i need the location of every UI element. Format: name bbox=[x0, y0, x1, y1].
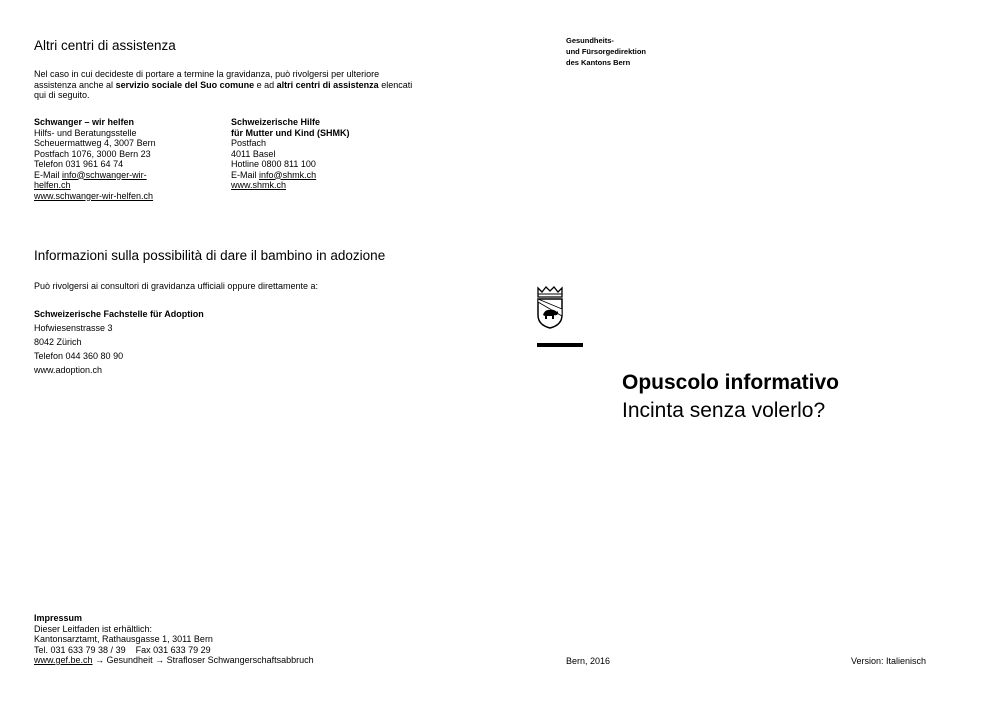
assist-intro: Nel caso in cui decideste di portare a termine la gravidanza, può rivolgersi per ulteriore assistenza anche al servizio sociale del Suo comune e ad altri centri di assistenza elencati qui di seguito. bbox=[34, 69, 413, 100]
adoption-street: Hofwiesenstrasse 3 bbox=[34, 323, 113, 333]
website-link[interactable]: www.shmk.ch bbox=[231, 180, 287, 190]
org-name: Schweizerische Hilfe bbox=[231, 117, 321, 127]
bern-coat-of-arms-icon bbox=[536, 285, 564, 329]
gef-link[interactable]: www.gef.be.ch bbox=[34, 655, 93, 665]
org-city: 4011 Basel bbox=[231, 148, 276, 159]
place-date: Bern, 2016 bbox=[566, 656, 611, 666]
org-phone: Telefon 031 961 64 74 bbox=[34, 159, 124, 169]
adoption-web: www.adoption.ch bbox=[34, 365, 103, 375]
cover-title: Opuscolo informativo bbox=[622, 371, 840, 394]
accent-bar bbox=[537, 343, 583, 347]
email-link-cont[interactable]: helfen.ch bbox=[34, 180, 71, 190]
adoption-name: Schweizerische Fachstelle für Adoption bbox=[34, 309, 204, 319]
email-label: E-Mail bbox=[231, 169, 260, 180]
impressum-heading: Impressum bbox=[34, 613, 83, 623]
org-shmk bbox=[231, 117, 421, 191]
email-link[interactable]: info@shmk.ch bbox=[259, 169, 317, 180]
org-schwanger bbox=[34, 117, 224, 201]
impressum-address: Kantonsarztamt, Rathausgasse 1, 3011 Bern bbox=[34, 634, 213, 644]
email-label: E-Mail bbox=[34, 169, 63, 180]
impressum-path: → Gesundheit → Strafloser Schwangerschaftsabbruch bbox=[92, 655, 314, 665]
version-label: Version: Italienisch bbox=[851, 656, 927, 666]
assist-heading: Altri centri di assistenza bbox=[34, 38, 176, 53]
adoption-phone: Telefon 044 360 80 90 bbox=[34, 351, 124, 361]
org-line: Hilfs- und Beratungsstelle bbox=[34, 127, 137, 138]
org-hotline: Hotline 0800 811 100 bbox=[231, 159, 316, 169]
adoption-intro: Può rivolgersi ai consultori di gravidanza ufficiali oppure direttamente a: bbox=[34, 281, 318, 291]
org-name: Schwanger – wir helfen bbox=[34, 117, 135, 127]
impressum-contact: Tel. 031 633 79 38 / 39 Fax 031 633 79 29 bbox=[34, 644, 211, 655]
authority-name: Gesundheits- und Fürsorgedirektion des Kantons Bern bbox=[566, 36, 647, 67]
website-link[interactable]: www.schwanger-wir-helfen.ch bbox=[34, 190, 154, 201]
impressum bbox=[34, 613, 314, 666]
org-address: Scheuermattweg 4, 3007 Bern bbox=[34, 138, 156, 148]
impressum-line: Dieser Leitfaden ist erhältlich: bbox=[34, 623, 153, 634]
cover-subtitle: Incinta senza volerlo? bbox=[622, 399, 826, 422]
email-link[interactable]: info@schwanger-wir- bbox=[62, 169, 147, 180]
org-postbox: Postfach bbox=[231, 138, 267, 148]
org-name-cont: für Mutter und Kind (SHMK) bbox=[231, 127, 350, 138]
adoption-contact bbox=[34, 307, 204, 377]
org-postbox: Postfach 1076, 3000 Bern 23 bbox=[34, 148, 151, 159]
adoption-city: 8042 Zürich bbox=[34, 337, 82, 347]
adoption-heading: Informazioni sulla possibilità di dare il bambino in adozione bbox=[34, 248, 386, 263]
